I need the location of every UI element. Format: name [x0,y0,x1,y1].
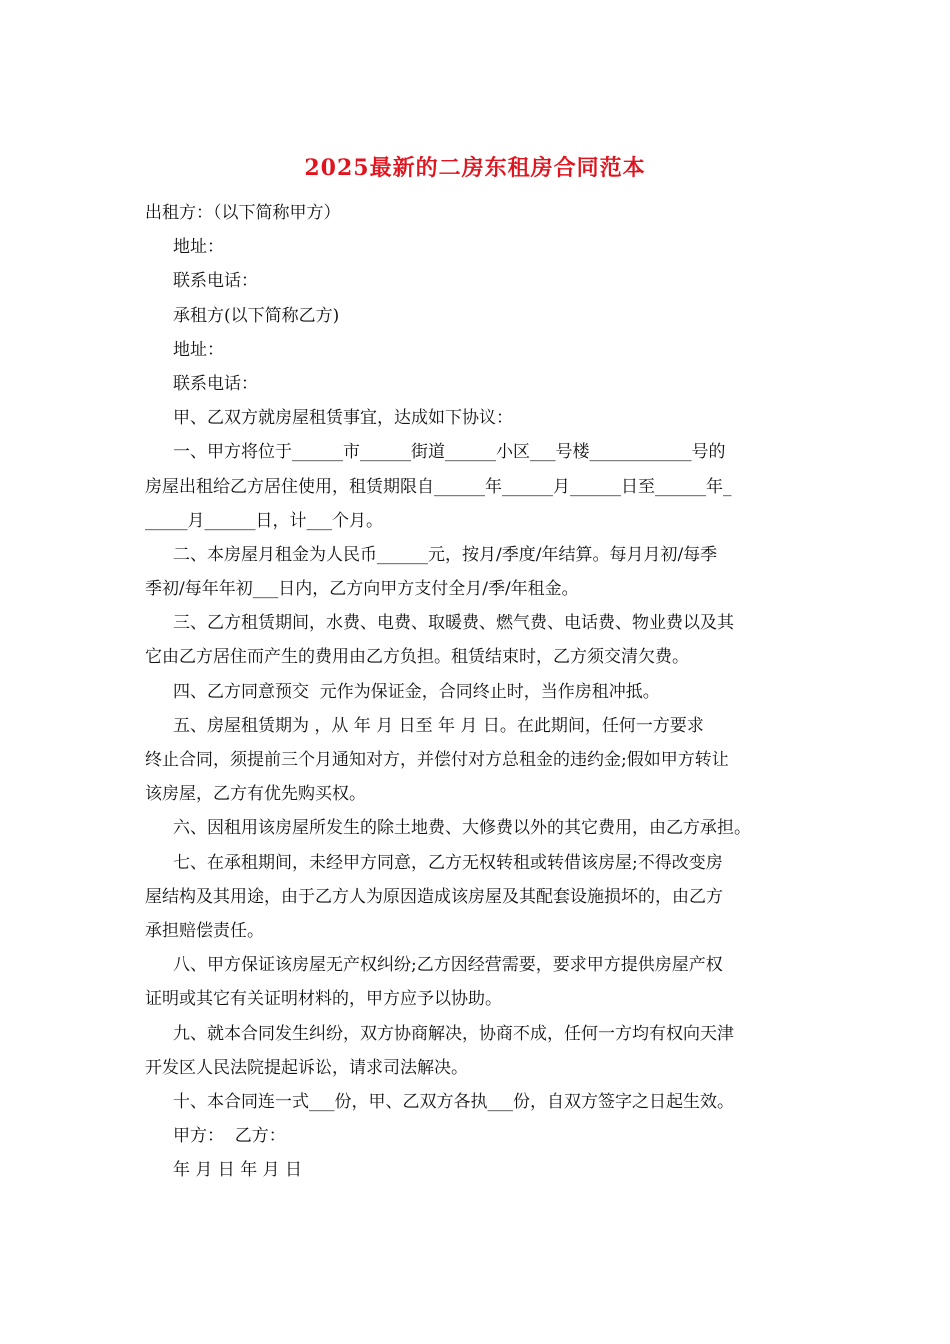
body-line: 终止合同，须提前三个月通知对方，并偿付对方总租金的违约金;假如甲方转让 [145,750,729,770]
body-line: 承租方(以下简称乙方) [173,305,340,326]
body-line: 甲方： 乙方： [173,1126,286,1147]
body-line: 八、甲方保证该房屋无产权纠纷;乙方因经营需要，要求甲方提供房屋产权 [173,955,723,976]
body-line: 五、房屋租赁期为 ，从 年 月 日至 年 月 日。在此期间，任何一方要求 [173,715,704,736]
body-line: 二、本房屋月租金为人民币______元，按月/季度/年结算。每月月初/每季 [173,544,718,565]
body-line: 季初/每年年初___日内，乙方向甲方支付全月/季/年租金。 [145,579,579,600]
body-line: _____月______日，计___个月。 [145,510,383,531]
body-line: 联系电话： [173,373,258,394]
body-line: 联系电话： [173,271,258,292]
body-line: 它由乙方居住而产生的费用由乙方负担。租赁结束时，乙方须交清欠费。 [145,647,689,668]
body-line: 六、因租用该房屋所发生的除土地费、大修费以外的其它费用，由乙方承担。 [173,818,751,839]
body-line: 开发区人民法院提起诉讼，请求司法解决。 [145,1057,468,1078]
document-title: 2025最新的二房东租房合同范本 [304,155,646,181]
body-line: 三、乙方租赁期间，水费、电费、取暖费、燃气费、电话费、物业费以及其 [173,613,734,634]
body-line: 房屋出租给乙方居住使用，租赁期限自______年______月______日至______年_ [145,476,732,497]
body-line: 九、就本合同发生纠纷，双方协商解决，协商不成，任何一方均有权向天津 [173,1023,734,1044]
body-line: 地址： [173,237,224,258]
body-line: 甲、乙双方就房屋租赁事宜，达成如下协议： [173,408,513,429]
body-line: 承担赔偿责任。 [145,920,264,941]
body-line: 该房屋，乙方有优先购买权。 [145,784,366,805]
body-line: 十、本合同连一式___份，甲、乙双方各执___份，自双方签字之日起生效。 [173,1091,734,1112]
body-line: 地址： [173,339,224,360]
body-line: 证明或其它有关证明材料的，甲方应予以协助。 [145,989,502,1010]
body-line: 屋结构及其用途，由于乙方人为原因造成该房屋及其配套设施损坏的，由乙方 [145,886,723,907]
body-line: 出租方：（以下简称甲方） [145,203,341,223]
body-line: 四、乙方同意预交 元作为保证金，合同终止时，当作房租冲抵。 [173,681,660,702]
body-line: 一、甲方将位于______市______街道______小区___号楼____________号的 [173,442,726,463]
body-line: 年 月 日 年 月 日 [173,1160,303,1181]
body-line: 七、在承租期间，未经甲方同意，乙方无权转租或转借该房屋;不得改变房 [173,852,723,873]
document-body [145,196,825,1187]
